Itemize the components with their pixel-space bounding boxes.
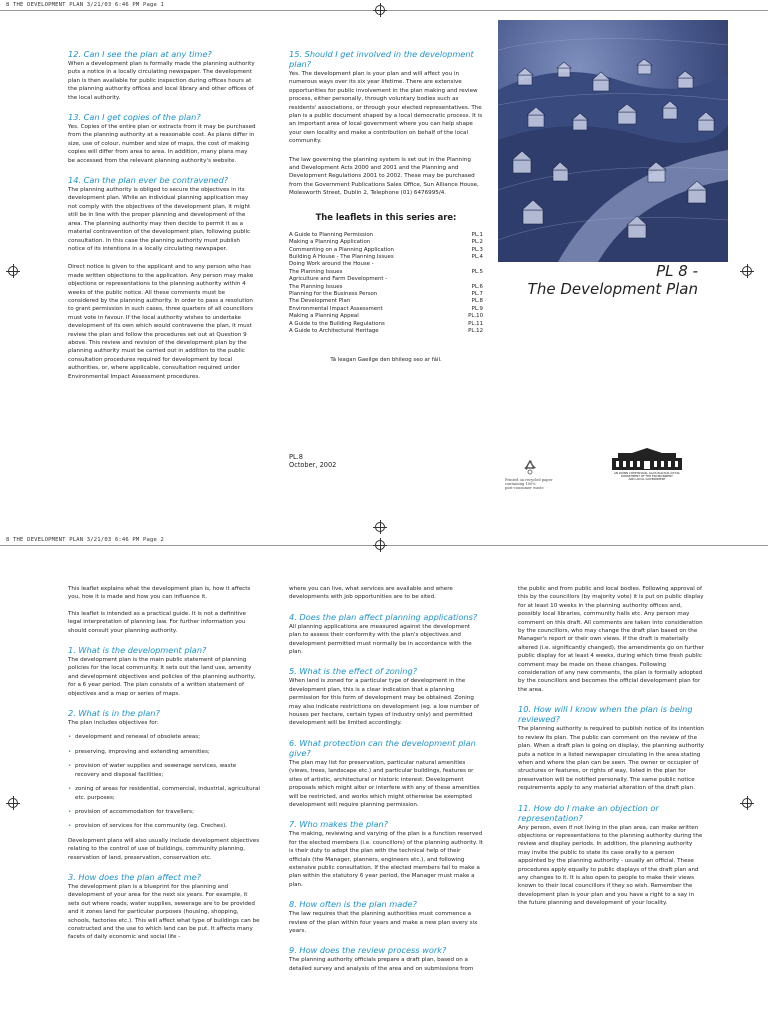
leaflet-name: The Planning Issues: [289, 268, 343, 275]
leaflet-row: [289, 313, 483, 320]
objectives-list: [68, 733, 260, 830]
recycled-note-line: Printed on recycled paper: [505, 478, 553, 482]
answer-paragraph: When a development plan is formally made the planning authority puts a notice in a locally circulating newspaper. The development plan is then available for public inspection during offices hours at the planning authority offices and local library and other offices of the local authority.: [68, 61, 255, 101]
publication-code: [289, 453, 336, 469]
leaflet-row: [289, 284, 483, 291]
answer-paragraph: When land is zoned for a particular type of development in the development plan, this is a clear indication that a planning permission for this form of development may be obtained. Zoning may also indicate restrictions on development (eg. a low number of houses per hectare, certain types of industry only) and permitted development will be limited accordingly.: [289, 678, 479, 727]
department-name-irish: AN ROINN COMHSHAOIL AGUS RIALTAIS ÁITIÚIL: [613, 471, 681, 475]
leaflet-name: The Development Plan: [527, 280, 698, 298]
question-heading: 1. What is the development plan?: [68, 645, 207, 656]
leaflet-name: Doing Work around the House -: [289, 261, 374, 268]
leaflet-code: PL.8: [289, 453, 303, 461]
leaflet-row: [289, 298, 483, 305]
registration-mark-right: [740, 264, 754, 278]
legislation-paragraph: The law governing the planning system is set out in the Planning and Development Acts 2000 and 2001 and the Planning and Development Regulations 2001 to 2002. These may be purchased from the Government Publications Sales Office, Sun Alliance House, Molesworth Street, Dublin 2, Telephone (01) 6476995/4.: [289, 156, 479, 197]
question-heading: 12. Can I see the plan at any time?: [68, 49, 212, 59]
intro-paragraph: This leaflet is intended as a practical guide. It is not a definitive legal interpretation of planning law. For further information you should consult your planning authority.: [68, 610, 247, 634]
leaflet-name: Environmental Impact Assessment: [289, 305, 383, 312]
recycled-note-line: post-consumer waste: [505, 486, 544, 491]
print-slug-page1: 8 THE DEVELOPMENT PLAN 3/21/03 6:46 PM Page 1: [6, 2, 165, 8]
answer-paragraph: The making, reviewing and varying of the plan is a function reserved for the elected members (i.e. councillors) of the planning authority. It is their duty to adopt the plan with the technical help of their officials (the Manager, planners, engineers etc.), and following extensive public consultation. If the elected members fail to make a plan within the statutory 6 year period, the Manager must make a plan.: [289, 831, 483, 888]
list-item: • preserving, improving and extending amenities;: [68, 748, 260, 756]
registration-mark-page2: [373, 538, 387, 552]
leaflet-code: PL.12: [468, 327, 483, 334]
leaflet-code: PL.2: [471, 239, 483, 246]
page2-column-1: [68, 585, 260, 1021]
leaflet-name: Commenting on a Planning Application: [289, 246, 394, 253]
leaflet-name: A Guide to Planning Permission: [289, 231, 374, 238]
leaflet-code: PL.8: [471, 298, 483, 305]
question-heading: 3. How does the plan affect me?: [68, 871, 201, 882]
answer-paragraph: where you can live, what services are available and where developments with job opportunities are to be sited.: [289, 586, 453, 601]
list-item: • zoning of areas for residential, commercial, industrial, agricultural etc. purposes;: [68, 785, 260, 802]
question-heading: 9. How does the review process work?: [289, 945, 447, 956]
leaflet-row: [289, 269, 483, 276]
leaflet-name: The Development Plan: [289, 298, 351, 305]
answer-paragraph: Direct notice is given to the applicant and to any person who has made written objections to the application. Any person may make objections or representations to the planning authority within 4 weeks of the public notice. All these comments must be considered by the planning authority. In order to pass a resolution to grant permission in such cases, three quarters of all councillors must vote in favour. If the local authority wishes to undertake development of its own which would contravene the plan, it must review the plan and follow the procedures set out at Question 9 above. This review and revision of the development plan by the planning authority must be carried out in addition to the public consultation procedures required for development by local authorities, or, where applicable, consultation required under Environmental Impact Assessment procedures.: [68, 264, 254, 380]
leaflet-code: PL.4: [471, 253, 483, 260]
answer-paragraph: Development plans will also usually include development objectives relating to the control of use of buildings, community planning, reservation of land, preservation, conservation etc.: [68, 837, 260, 861]
leaflet-row: [289, 276, 483, 283]
answer-paragraph: The planning authority is required to publish notice of its intention to review its plan. The public can comment on the review of the plan. When a draft plan is going on display, the planning authority puts a notice in a listed newspaper circulating in the area stating when and where the plan can be seen. The owner or occupier of structures or features, or rights of way, listed in the plan for preservation will be notified personally. The same public notice requirements apply to any material alteration of the draft plan.: [518, 726, 704, 792]
answer-paragraph: The development plan is the main public statement of planning policies for the local community. It sets out the land use, amenity and development objectives and policies of the planning authority, for a 6 year period. The plan consists of a written statement of objectives and a map or series of maps.: [68, 657, 256, 697]
leaflet-title: [528, 262, 698, 298]
faq-12: [68, 49, 256, 102]
leaflet-code: PL.7: [471, 290, 483, 297]
leaflet-code: [455, 261, 483, 268]
registration-mark-page2-left: [6, 796, 20, 810]
leaflet-name: Making a Planning Application: [289, 239, 371, 246]
leaflet-row: [289, 306, 483, 313]
list-item: • provision of services for the community (eg. Creches).: [68, 822, 260, 830]
leaflet-code: PL.9: [471, 305, 483, 312]
recycle-icon: [520, 459, 540, 477]
leaflet-code: PL.10: [468, 313, 483, 320]
answer-paragraph: The plan includes objectives for:: [68, 720, 159, 727]
department-logo: [612, 448, 682, 488]
leaflet-list: [289, 232, 483, 336]
recycled-note-line: containing 100%: [505, 482, 536, 487]
registration-mark-mid: [373, 520, 387, 534]
leaflet-row: [289, 261, 483, 268]
question-heading: 8. How often is the plan made?: [289, 899, 417, 910]
leaflet-row: [289, 254, 483, 261]
department-name-english: DEPARTMENT OF THE ENVIRONMENT: [621, 474, 673, 479]
page1-left-column: [68, 49, 256, 464]
registration-mark-top: [373, 3, 387, 17]
leaflet-code: PL.3: [471, 246, 483, 253]
leaflet-row: [289, 232, 483, 239]
publication-date: October, 2002: [289, 461, 337, 469]
page2-column-3: [518, 585, 704, 1021]
leaflet-name: Building A House - The Planning Issues: [289, 253, 394, 260]
list-item: • provision of accommodation for travellers;: [68, 808, 260, 816]
government-building-icon: [612, 448, 682, 472]
question-heading: 10. How will I know when the plan is being reviewed?: [518, 704, 693, 725]
leaflet-name: Making a Planning Appeal: [289, 313, 359, 320]
print-slug-page2: 8 THE DEVELOPMENT PLAN 3/21/03 6:46 PM Page 2: [6, 537, 165, 543]
leaflet-number: PL 8 -: [656, 262, 698, 280]
question-heading: 2. What is in the plan?: [68, 708, 160, 719]
answer-paragraph: The planning authority officials prepare a draft plan, based on a detailed survey and analysis of the area and on submissions from: [289, 957, 474, 972]
page2-column-2: [289, 585, 483, 1021]
answer-paragraph: The development plan is a blueprint for the planning and development of your area for the next six years. For example, it sets out where roads, water supplies, sewerage are to be provided and it zones land for particular purposes (housing, shopping, schools, factories etc.). This will affect what type of buildings can be constructed and the use to which land can be put. It affects many facets of daily economic and social life -: [68, 883, 260, 941]
answer-paragraph: The plan may list for preservation, particular natural amenities (views, trees, landscape etc.) and particular buildings, features or sites of artistic, architectural or historic interest. Development proposals which might alter or interfere with any of these amenities will be restricted, and works which might otherwise be exempted development will require planning permission.: [289, 759, 480, 808]
leaflet-code: PL.6: [471, 283, 483, 290]
question-heading: 15. Should I get involved in the development plan?: [289, 49, 474, 69]
leaflet-name: Planning for the Business Person: [289, 290, 378, 297]
leaflet-row: [289, 291, 483, 298]
faq-14: [68, 175, 256, 381]
department-name: [612, 472, 682, 482]
page1-middle-column: [289, 49, 483, 469]
leaflet-name: A Guide to Architectural Heritage: [289, 327, 379, 334]
leaflet-row: [289, 247, 483, 254]
leaflet-row: [289, 239, 483, 246]
answer-paragraph: the public and from public and local bodies. Following approval of this by the councillors (by majority vote) it is put on public display for at least 10 weeks in the planning authority offices and, possibly local libraries, community halls etc. Any person may comment on this draft. All comments are taken into consideration by the councillors, who may change the draft plan based on the Manager's report or their own views. If the draft is materially altered (i.e. significantly changed), the amendments go on further public display for at least 4 weeks, during which time fresh public comment may be made on these changes. Following consideration of any new comments, the plan is formally adopted by the councillors and becomes the official development plan for the area.: [518, 586, 704, 693]
registration-mark-page2-right: [740, 796, 754, 810]
list-item: • provision of water supplies and sewerage services, waste recovery and disposal facilities;: [68, 762, 260, 779]
leaflet-row: [289, 328, 483, 335]
answer-paragraph: Yes. The development plan is your plan and will affect you in numerous ways over its six year lifetime. There are extensive opportunities for public involvement in the plan making and review process, either personally, through voluntary bodies such as residents' associations, or through your elected representatives. The plan is a public document shaped by a local democratic process. It is an important area of local government where you can help shape your own locality and make a contribution on behalf of the local community.: [289, 71, 483, 145]
answer-paragraph: Any person, even if not living in the plan area, can make written objections or representations to the planning authority during the review and display periods. In addition, the planning authority may invite the public to state its case orally to a person appointed by the planning authority - usually an official. These procedures apply equally to public displays of the draft plan and any changes to it. It is also open to people to make their views known to their local councillors if they so wish. Remember the development plan is your plan and you have a right to a say in the future planning and development of your locality.: [518, 824, 703, 907]
question-heading: 4. Does the plan affect planning applications?: [289, 611, 478, 622]
leaflet-name: A Guide to the Building Regulations: [289, 320, 385, 327]
department-name-english-2: AND LOCAL GOVERNMENT: [628, 477, 666, 482]
leaflet-code: PL.5: [471, 268, 483, 275]
leaflet-name: The Planning Issues: [289, 283, 343, 290]
intro-paragraph: This leaflet explains what the development plan is, how it affects you, how it is made and how you can influence it.: [68, 586, 251, 601]
leaflet-name: Agriculture and Farm Development -: [289, 276, 388, 283]
townscape-artwork: [498, 20, 728, 262]
answer-paragraph: Yes. Copies of the entire plan or extracts from it may be purchased from the planning authority at a reasonable cost. As plans differ in size, use of colour, number and size of maps, the cost of making copies will differ from area to area. In addition, many plans may be accessed from the relevant planning authority's website.: [68, 124, 256, 164]
answer-paragraph: The planning authority is obliged to secure the objectives in its development plan. While an individual planning application may not comply with the objectives of the development plan, it might still be in line with the proper planning and development of the area. The planning authority may then decide to permit it as a material contravention of the development plan, following public consultation. In this case the planning authority must publish notice of its intentions in a locally circulating newspaper.: [68, 187, 251, 252]
irish-version-note: Tá leagan Gaeilge den bhileog seo ar fáil.: [330, 357, 442, 364]
question-heading: 5. What is the effect of zoning?: [289, 666, 418, 677]
leaflet-code: PL.11: [468, 320, 483, 327]
question-heading: 6. What protection can the development plan give?: [289, 737, 476, 758]
leaflet-code: PL.1: [471, 231, 483, 238]
cover-illustration: [498, 20, 728, 262]
question-heading: 14. Can the plan ever be contravened?: [68, 175, 229, 186]
faq-13: [68, 112, 256, 165]
question-heading: 7. Who makes the plan?: [289, 819, 389, 830]
list-item: • development and renewal of obsolete areas;: [68, 733, 260, 741]
leaflet-row: [289, 321, 483, 328]
registration-mark-left: [6, 264, 20, 278]
question-heading: 13. Can I get copies of the plan?: [68, 112, 201, 123]
answer-paragraph: All planning applications are measured against the development plan to assess their conformity with the plan's objectives and development permitted must normally be in accordance with the plan.: [289, 623, 472, 656]
leaflet-code: [455, 276, 483, 283]
leaflet-series-title: The leaflets in this series are:: [315, 211, 457, 222]
recycled-paper-note: [505, 478, 575, 491]
question-heading: 11. How do I make an objection or representation?: [518, 802, 659, 823]
answer-paragraph: The law requires that the planning authorities must commence a review of the plan within four years and make a new plan every six years.: [289, 911, 478, 934]
